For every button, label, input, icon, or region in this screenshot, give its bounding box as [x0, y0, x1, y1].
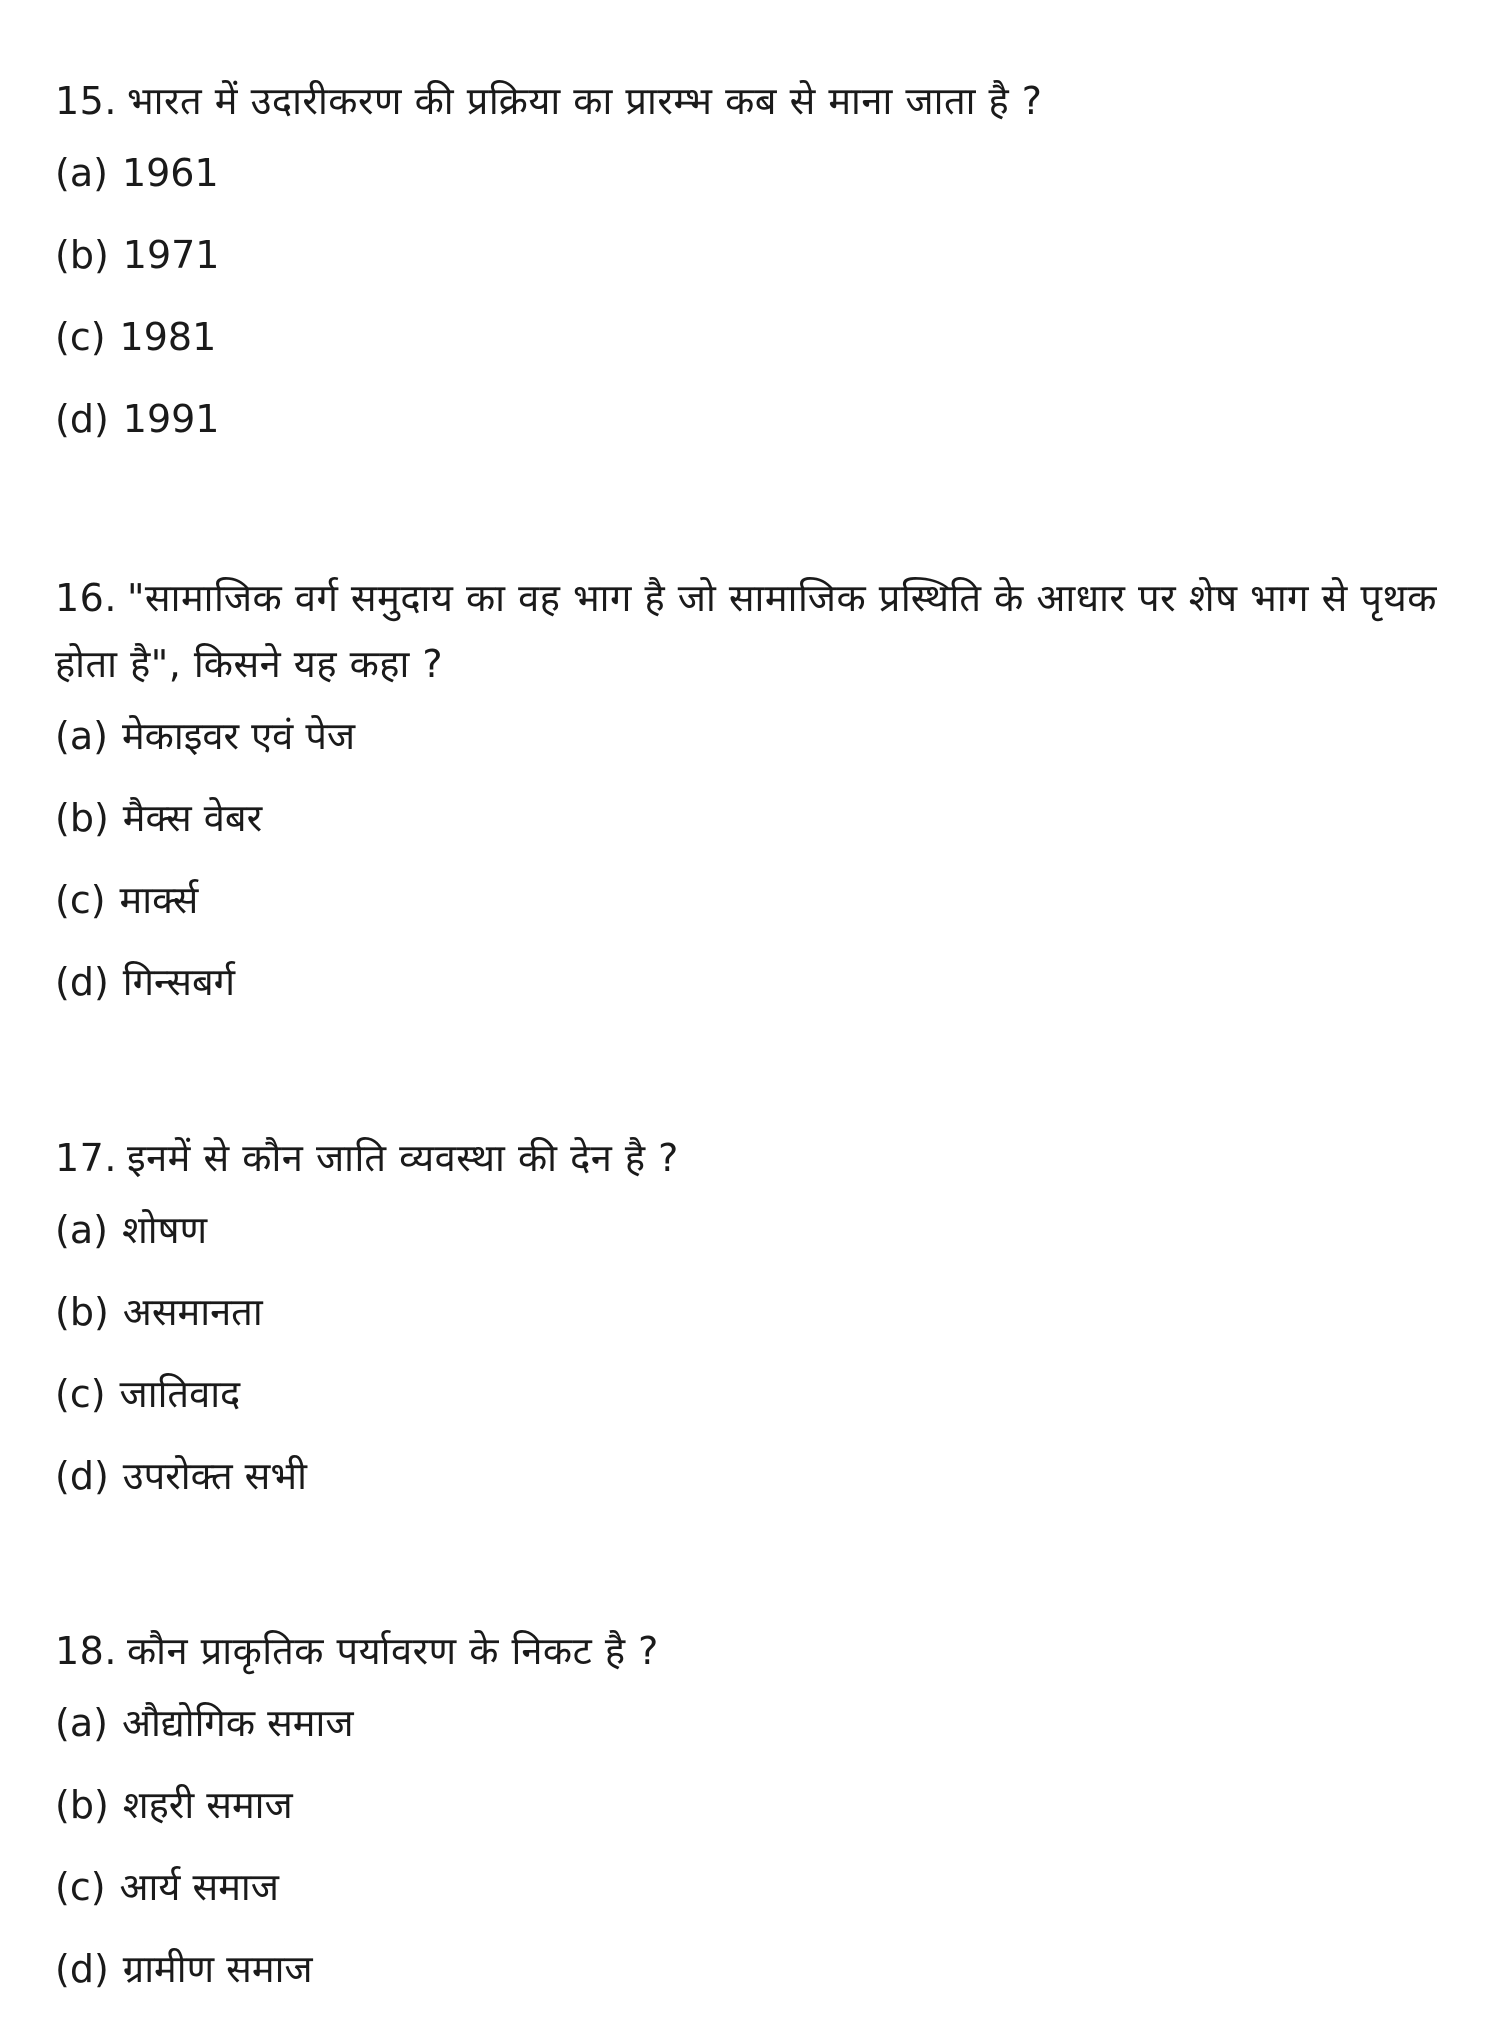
option-text: मैक्स वेबर [122, 796, 263, 840]
option-text: जातिवाद [119, 1372, 241, 1416]
question-body: भारत में उदारीकरण की प्रक्रिया का प्रारम्भ कब से माना जाता है ? [126, 79, 1043, 123]
option-label: (d) [55, 397, 109, 441]
question-text [55, 565, 1455, 697]
option-a [55, 711, 1455, 761]
option-b [55, 230, 1455, 280]
question-text [55, 68, 1455, 134]
option-label: (d) [55, 960, 109, 1004]
question-18 [55, 1618, 1455, 2026]
question-15 [55, 68, 1455, 476]
question-17 [55, 1125, 1455, 1533]
option-b [55, 1780, 1455, 1830]
option-d [55, 394, 1455, 444]
option-text: गिन्सबर्ग [122, 960, 236, 1004]
option-text: शोषण [121, 1208, 208, 1252]
question-body: "सामाजिक वर्ग समुदाय का वह भाग है जो सामाजिक प्रस्थिति के आधार पर शेष भाग से पृथक होता है", किसने यह कहा ? [55, 576, 1437, 686]
option-label: (c) [55, 1372, 106, 1416]
option-text: 1981 [119, 315, 217, 359]
option-label: (a) [55, 151, 108, 195]
question-number: 15. [55, 79, 117, 123]
option-a [55, 148, 1455, 198]
option-label: (b) [55, 1290, 109, 1334]
option-text: मार्क्स [119, 878, 199, 922]
question-text [55, 1125, 1455, 1191]
option-d [55, 1451, 1455, 1501]
option-label: (d) [55, 1947, 109, 1991]
option-text: 1971 [122, 233, 220, 277]
option-label: (c) [55, 878, 106, 922]
option-text: ग्रामीण समाज [122, 1947, 313, 1991]
option-d [55, 1944, 1455, 1994]
option-label: (b) [55, 233, 109, 277]
option-d [55, 957, 1455, 1007]
option-text: उपरोक्त सभी [122, 1454, 307, 1498]
option-label: (d) [55, 1454, 109, 1498]
option-c [55, 312, 1455, 362]
question-16 [55, 565, 1455, 1039]
option-label: (a) [55, 1208, 108, 1252]
question-body: कौन प्राकृतिक पर्यावरण के निकट है ? [126, 1629, 659, 1673]
option-text: असमानता [122, 1290, 263, 1334]
option-label: (a) [55, 1701, 108, 1745]
question-number: 18. [55, 1629, 117, 1673]
option-text: शहरी समाज [122, 1783, 293, 1827]
option-text: औद्योगिक समाज [121, 1701, 354, 1745]
option-text: 1991 [122, 397, 220, 441]
option-text: 1961 [121, 151, 219, 195]
option-label: (b) [55, 1783, 109, 1827]
option-c [55, 1862, 1455, 1912]
option-a [55, 1205, 1455, 1255]
option-text: मेकाइवर एवं पेज [121, 714, 356, 758]
option-label: (b) [55, 796, 109, 840]
option-label: (c) [55, 1865, 106, 1909]
option-b [55, 1287, 1455, 1337]
option-text: आर्य समाज [119, 1865, 279, 1909]
option-b [55, 793, 1455, 843]
option-label: (a) [55, 714, 108, 758]
question-text [55, 1618, 1455, 1684]
question-number: 17. [55, 1136, 117, 1180]
option-c [55, 1369, 1455, 1419]
question-number: 16. [55, 576, 117, 620]
question-body: इनमें से कौन जाति व्यवस्था की देन है ? [126, 1136, 679, 1180]
option-a [55, 1698, 1455, 1748]
option-c [55, 875, 1455, 925]
option-label: (c) [55, 315, 106, 359]
